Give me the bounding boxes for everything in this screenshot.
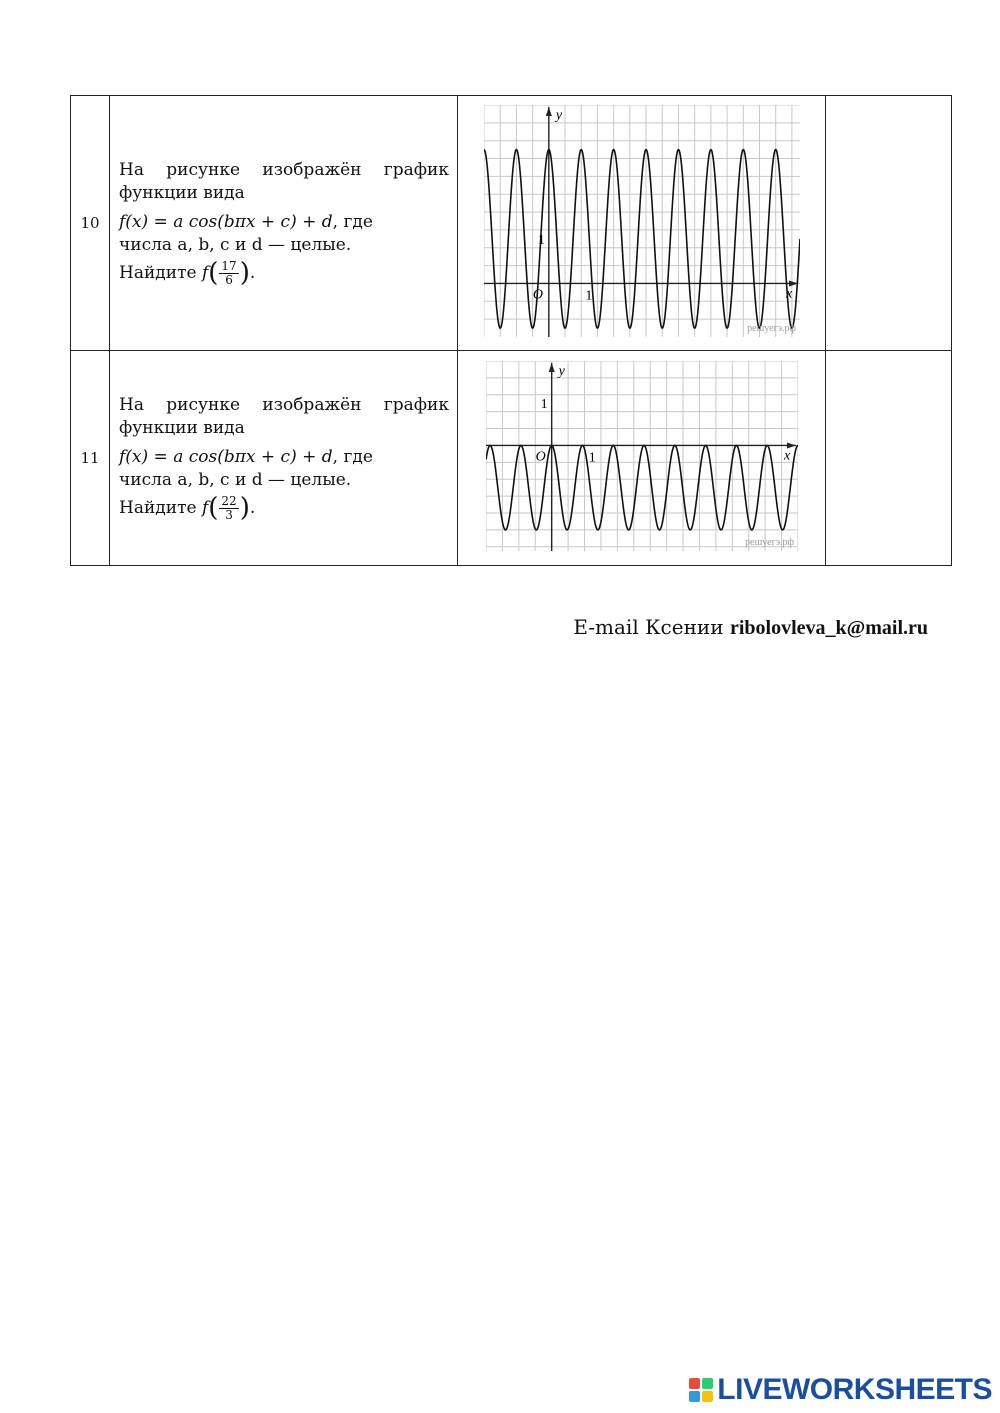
statement-line: функции вида bbox=[119, 183, 245, 203]
cosine-graph-11 bbox=[486, 361, 798, 551]
fraction bbox=[219, 260, 238, 287]
brand-name: LIVEWORKSHEETS bbox=[717, 1373, 992, 1406]
find-line: Найдите f( $\frac{22}{3}$ ). bbox=[119, 493, 256, 523]
function-curve bbox=[486, 445, 798, 529]
y-axis-arrow bbox=[545, 107, 551, 116]
answer-cell[interactable] bbox=[826, 351, 952, 566]
find-line: Найдите f( $\frac{17}{6}$ ). bbox=[119, 258, 256, 288]
logo-square bbox=[702, 1378, 713, 1389]
graph-cell bbox=[458, 351, 826, 566]
footer-prefix: E-mail Ксении bbox=[573, 615, 730, 639]
find-func: f bbox=[201, 263, 209, 283]
answer-cell[interactable] bbox=[826, 96, 952, 351]
tasks-sheet bbox=[70, 95, 952, 566]
y-tick-label: 1 bbox=[540, 397, 548, 413]
task-statement bbox=[110, 351, 458, 566]
y-tick-label: 1 bbox=[537, 232, 545, 248]
logo-square bbox=[689, 1391, 700, 1402]
find-func: f bbox=[201, 498, 209, 518]
fraction-numerator: 22 bbox=[221, 494, 237, 508]
y-axis-label: y bbox=[555, 108, 562, 123]
x-axis-label: x bbox=[785, 286, 792, 302]
statement-line: функции вида bbox=[119, 418, 245, 438]
fraction-denominator: 6 bbox=[219, 273, 238, 287]
tasks-table bbox=[70, 95, 952, 566]
find-end: . bbox=[249, 263, 256, 283]
footer-email-line bbox=[573, 615, 928, 640]
statement-line: На рисунке изображён график bbox=[119, 395, 449, 415]
statement-line: числа a, b, c и d — целые. bbox=[119, 470, 352, 490]
logo-square bbox=[702, 1391, 713, 1402]
y-axis-arrow bbox=[548, 363, 554, 372]
formula-tail: , где bbox=[332, 447, 373, 467]
x-axis-label: x bbox=[783, 448, 790, 464]
email-link[interactable]: ribolovleva_k@mail.ru bbox=[729, 617, 928, 639]
statement-formula bbox=[119, 446, 449, 469]
task-statement bbox=[110, 96, 458, 351]
origin-label: O bbox=[532, 287, 543, 303]
formula-tail: , где bbox=[332, 212, 373, 232]
watermark: решуегэ.рф bbox=[744, 537, 794, 548]
formula: f(x) = a cos(bπx + c) + d bbox=[119, 212, 333, 232]
statement-line: числа a, b, c и d — целые. bbox=[119, 235, 352, 255]
brand-badge[interactable] bbox=[689, 1373, 992, 1407]
graph-cell bbox=[458, 96, 826, 351]
watermark: решуегэ.рф bbox=[746, 323, 796, 334]
task-row bbox=[71, 351, 952, 566]
task-number: 10 bbox=[71, 96, 110, 351]
origin-label: O bbox=[535, 449, 546, 465]
find-label: Найдите bbox=[119, 498, 197, 518]
fraction-denominator: 3 bbox=[219, 508, 238, 522]
cosine-graph-10 bbox=[484, 105, 800, 337]
x-tick-label: 1 bbox=[584, 288, 592, 304]
fraction-numerator: 17 bbox=[221, 259, 237, 273]
statement-formula bbox=[119, 211, 449, 234]
fraction bbox=[219, 495, 238, 522]
task-number: 11 bbox=[71, 351, 110, 566]
y-axis-label: y bbox=[558, 364, 565, 379]
statement-line: На рисунке изображён график bbox=[119, 160, 449, 180]
brand-logo-icon bbox=[689, 1378, 713, 1402]
find-end: . bbox=[249, 498, 256, 518]
x-tick-label: 1 bbox=[588, 450, 596, 466]
task-row bbox=[71, 96, 952, 351]
logo-square bbox=[689, 1378, 700, 1389]
find-label: Найдите bbox=[119, 263, 197, 283]
formula: f(x) = a cos(bπx + c) + d bbox=[119, 447, 333, 467]
